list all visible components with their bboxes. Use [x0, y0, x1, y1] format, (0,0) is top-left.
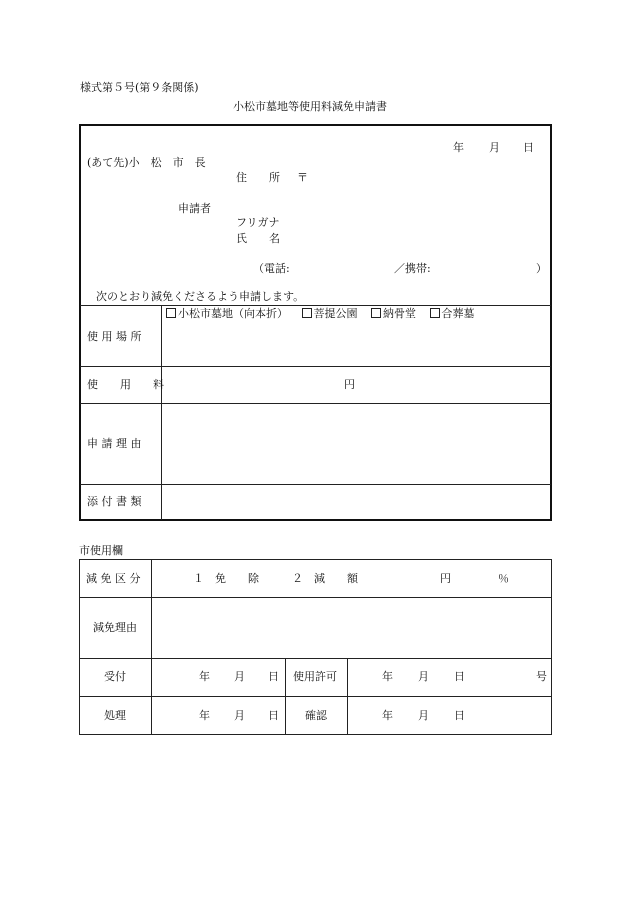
mobile-label: ／携帯: [394, 262, 431, 275]
confirm-year: 年 [382, 709, 393, 722]
address-label: 住 所 [236, 171, 280, 184]
confirm-day: 日 [454, 709, 465, 722]
checkbox-icon[interactable] [430, 308, 440, 318]
form-number: 様式第５号(第９条関係) [80, 81, 199, 94]
date-year: 年 [453, 141, 464, 154]
statement: 次のとおり減免くださるよう申請します。 [96, 290, 305, 303]
received-year: 年 [199, 670, 210, 683]
row-divider [80, 484, 551, 485]
furigana-label: フリガナ [236, 216, 280, 229]
processed-label: 処理 [104, 709, 126, 722]
checkbox-icon[interactable] [166, 308, 176, 318]
permit-label: 使用許可 [293, 670, 337, 683]
confirm-month: 月 [418, 709, 429, 722]
office-section-label: 市使用欄 [79, 544, 123, 557]
option-bodai-park[interactable]: 菩提公園 [302, 307, 358, 320]
reduction-reason-label: 減免理由 [93, 621, 137, 634]
applicant-label: 申請者 [178, 202, 211, 215]
postal-mark: 〒 [297, 171, 308, 184]
attachments-label: 添 付 書 類 [87, 495, 142, 508]
processed-month: 月 [234, 709, 245, 722]
fee-label: 使 用 料 [87, 378, 164, 391]
received-month: 月 [234, 670, 245, 683]
column-divider [347, 659, 348, 734]
name-label: 氏 名 [236, 232, 280, 245]
option-joint-grave[interactable]: 合葬墓 [430, 307, 475, 320]
row-divider [80, 305, 551, 306]
location-options [166, 308, 485, 319]
permit-year: 年 [382, 670, 393, 683]
date-day: 日 [523, 141, 534, 154]
option-ossuary[interactable]: 納骨堂 [371, 307, 416, 320]
column-divider [285, 659, 286, 734]
option-reduce: ２ 減 額 [292, 572, 358, 585]
processed-day: 日 [268, 709, 279, 722]
classification-label: 減 免 区 分 [86, 572, 141, 585]
reason-label: 申 請 理 由 [87, 437, 142, 450]
checkbox-icon[interactable] [371, 308, 381, 318]
percent-unit: ％ [498, 572, 509, 585]
confirm-label: 確認 [305, 709, 327, 722]
permit-number: 号 [536, 670, 547, 683]
received-day: 日 [268, 670, 279, 683]
fee-unit: 円 [344, 378, 355, 391]
column-divider [161, 305, 162, 520]
row-divider [80, 403, 551, 404]
column-divider [151, 560, 152, 734]
application-table [79, 124, 552, 521]
phone-close: ） [536, 262, 547, 275]
row-divider [80, 366, 551, 367]
location-label: 使 用 場 所 [87, 330, 142, 343]
yen-unit: 円 [440, 572, 451, 585]
received-label: 受付 [104, 670, 126, 683]
form-title: 小松市墓地等使用料減免申請書 [233, 100, 387, 113]
permit-day: 日 [454, 670, 465, 683]
option-cemetery[interactable]: 小松市墓地（向本折） [166, 307, 288, 320]
checkbox-icon[interactable] [302, 308, 312, 318]
phone-label: （電話: [253, 262, 290, 275]
date-month: 月 [489, 141, 500, 154]
option-exempt: １ 免 除 [193, 572, 259, 585]
processed-year: 年 [199, 709, 210, 722]
addressee: (あて先)小 松 市 長 [87, 156, 206, 169]
permit-month: 月 [418, 670, 429, 683]
